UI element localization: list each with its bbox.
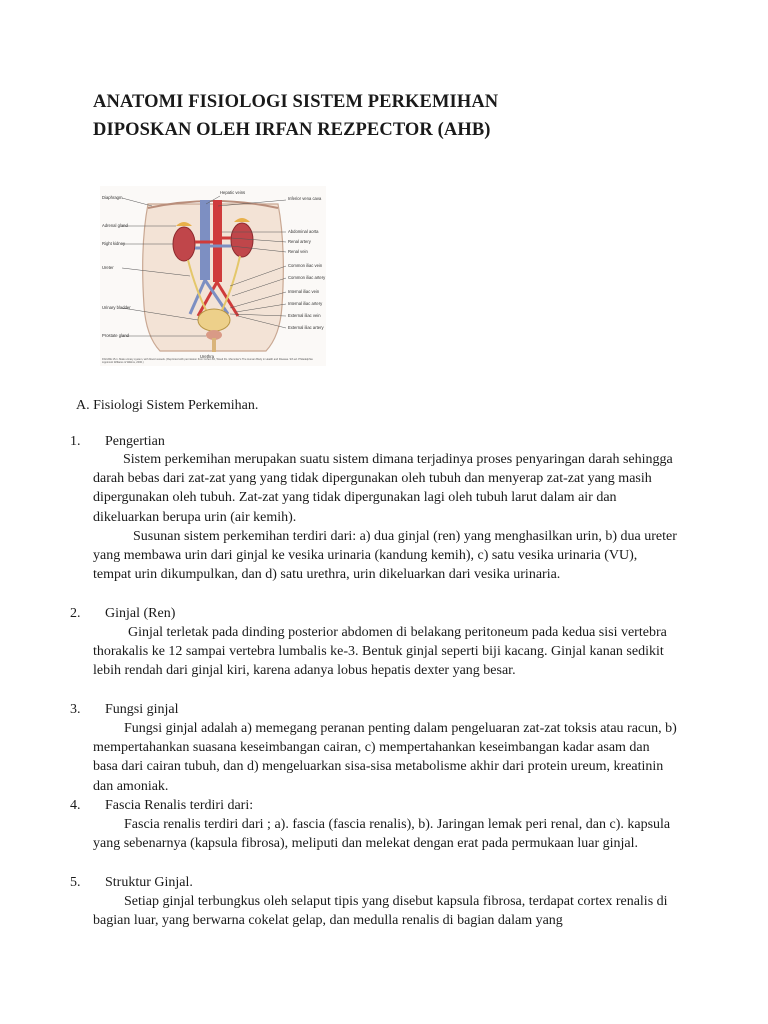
paragraph-1a: Sistem perkemihan merupakan suatu sistem dimana terjadinya proses penyaringan darah sehingga darah bebas dari zat-zat yang yang tidak dipergunakan oleh tubuh dan menyerap zat-zat yang masih dipergunakan oleh tubuh. Zat-zat yang tidak dipergunakan lagi oleh tubuh larut dalam air dan dikeluarkan berupa urin (air kemih).	[93, 452, 673, 525]
section-heading: A. Fisiologi Sistem Perkemihan.	[76, 398, 259, 413]
paragraph-5: Setiap ginjal terbungkus oleh selaput tipis yang disebut kapsula fibrosa, terdapat cortex renalis di bagian luar, yang berwarna cokelat gelap, dan medulla renalis di bagian dalam yang	[93, 894, 668, 929]
label-ureter: Ureter	[102, 265, 114, 270]
item-number: 5.	[70, 875, 81, 890]
urinary-system-illustration	[100, 186, 326, 366]
label-diaphragm: Diaphragm	[102, 195, 123, 200]
label-external-iliac-vein: External iliac vein	[288, 313, 321, 318]
label-external-iliac-artery: External iliac artery	[288, 325, 324, 330]
label-abdominal-aorta: Abdominal aorta	[288, 229, 319, 234]
item-number: 4.	[70, 798, 81, 813]
label-common-iliac-artery: Common iliac artery	[288, 275, 326, 280]
label-urethra: Urethra	[200, 354, 214, 359]
item-label: Pengertian	[105, 434, 165, 449]
title-line-2: DIPOSKAN OLEH IRFAN REZPECTOR (AHB)	[93, 120, 491, 140]
label-renal-vein: Renal vein	[288, 249, 308, 254]
item-label: Fascia Renalis terdiri dari:	[105, 798, 254, 813]
paragraph-1b: Susunan sistem perkemihan terdiri dari: a) dua ginjal (ren) yang menghasilkan urin, b) dua ureter yang membawa urin dari ginjal ke vesika urinaria (kandung kemih), c) satu vesika urinaria (VU), tempat urin dikumpulkan, dan d) satu urethra, urin dikeluarkan dari vesika urinaria.	[93, 529, 677, 583]
label-renal-artery: Renal artery	[288, 239, 311, 244]
paragraph-3: Fungsi ginjal adalah a) memegang peranan penting dalam pengeluaran zat-zat toksis atau racun, b) mempertahankan suasana keseimbangan cairan, c) mempertahankan keseimbangan kadar asam dan basa dari cairan tubuh, dan d) mengeluarkan sisa-sisa metabolisme akhir dari protein ureum, kreatinin dan amoniak.	[93, 721, 677, 794]
label-right-kidney: Right kidney	[102, 241, 126, 246]
item-label: Ginjal (Ren)	[105, 606, 176, 621]
item-label: Struktur Ginjal.	[105, 875, 193, 890]
item-number: 3.	[70, 702, 81, 717]
document-title	[93, 88, 498, 144]
label-internal-iliac-vein: Internal iliac vein	[288, 289, 320, 294]
label-adrenal-gland: Adrenal gland	[102, 223, 128, 228]
urinary-system-figure	[100, 186, 326, 366]
paragraph-2: Ginjal terletak pada dinding posterior abdomen di belakang peritoneum pada kedua sisi vertebra thorakalis ke 12 sampai vertebra lumbalis ke-3. Bentuk ginjal seperti biji kacang. Ginjal kanan sedikit lebih rendah dari ginjal kiri, karena adanya lobus hepatis dexter yang besar.	[93, 625, 667, 679]
item-label: Fungsi ginjal	[105, 702, 179, 717]
label-inferior-vena-cava: Inferior vena cava	[288, 196, 322, 201]
title-line-1: ANATOMI FISIOLOGI SISTEM PERKEMIHAN	[93, 92, 499, 112]
figure-caption: FIGURE 15-1. Male urinary system, with blood vessels. (Reprinted with permission from Cohen BJ, Wood DL. Memmler's The Human Body in Health and Disease. 9th ed. Philadelphia: Lippincott Williams & Wilkins, 2000.)	[102, 358, 314, 364]
item-number: 1.	[70, 434, 81, 449]
label-internal-iliac-artery: Internal iliac artery	[288, 301, 323, 306]
label-urinary-bladder: Urinary bladder	[102, 305, 131, 310]
item-number: 2.	[70, 606, 81, 621]
paragraph-4: Fascia renalis terdiri dari ; a). fascia (fascia renalis), b). Jaringan lemak peri renal, dan c). kapsula yang sebenarnya (kapsula fibrosa), meliputi dan melekat dengan erat pada permukaan luar ginjal.	[93, 817, 671, 852]
label-common-iliac-vein: Common iliac vein	[288, 263, 323, 268]
label-hepatic-veins: Hepatic veins	[220, 190, 246, 195]
label-prostate-gland: Prostate gland	[102, 333, 130, 338]
